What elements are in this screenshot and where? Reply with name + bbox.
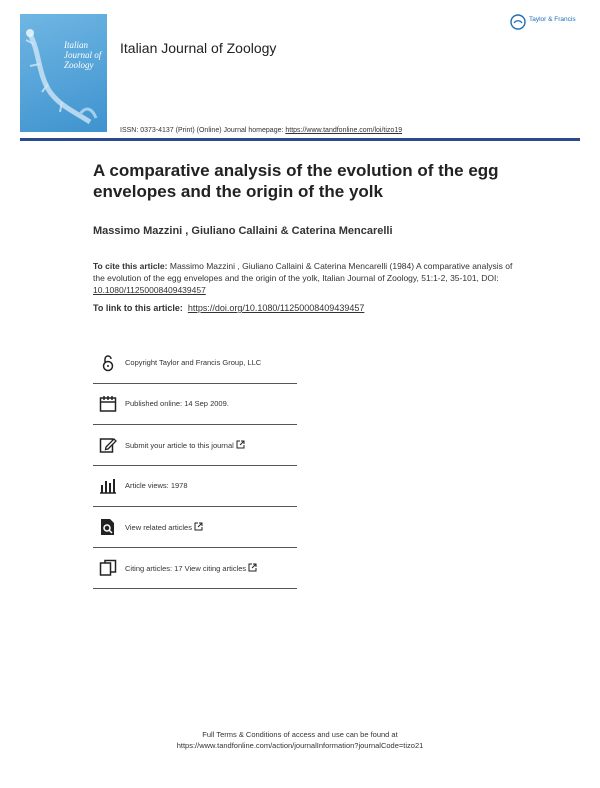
- lizard-illustration: [20, 14, 107, 132]
- publisher-logo-icon: [510, 14, 526, 30]
- info-label-text: View related articles: [125, 523, 192, 532]
- info-label-text: Submit your article to this journal: [125, 441, 234, 450]
- info-label-text: Citing articles: 17 View citing articles: [125, 564, 247, 573]
- article-link-line: [93, 303, 364, 313]
- info-row-citing[interactable]: [93, 547, 297, 589]
- doi-link[interactable]: 10.1080/11250008409439457: [93, 285, 206, 295]
- external-link-icon: [236, 440, 245, 449]
- citation-block: [93, 260, 523, 296]
- copyright-icon: [99, 354, 117, 372]
- footer: [100, 729, 500, 751]
- info-row-submit[interactable]: [93, 424, 297, 466]
- info-label: Article views: 1978: [125, 481, 188, 490]
- cover-title-line: Journal of: [64, 50, 102, 60]
- copy-icon: [99, 559, 117, 577]
- citation-label: To cite this article:: [93, 261, 168, 271]
- journal-homepage-link[interactable]: https://www.tandfonline.com/loi/tizo19: [285, 127, 403, 134]
- info-label: Published online: 14 Sep 2009.: [125, 399, 229, 408]
- external-link-icon: [248, 563, 257, 572]
- issn-line: [120, 127, 402, 134]
- bar-chart-icon: [99, 477, 117, 495]
- external-link-icon: [194, 522, 203, 531]
- journal-cover-image: [20, 14, 107, 132]
- info-row-views: [93, 465, 297, 507]
- header-divider: [20, 138, 580, 141]
- info-row-published: [93, 383, 297, 425]
- article-doi-url[interactable]: https://doi.org/10.1080/11250008409439457: [187, 303, 365, 313]
- issn-text: ISSN: 0373-4137 (Print) (Online) Journal homepage:: [120, 127, 284, 134]
- calendar-icon: [99, 395, 117, 413]
- cover-title-line: Zoology: [64, 60, 94, 70]
- journal-title: Italian Journal of Zoology: [120, 40, 277, 56]
- info-label-citing[interactable]: [125, 563, 257, 573]
- publisher-name: Taylor & Francis: [529, 16, 576, 23]
- article-title: A comparative analysis of the evolution of the egg envelopes and the origin of the yolk: [93, 161, 499, 201]
- info-label-submit[interactable]: [125, 440, 245, 450]
- info-row-related[interactable]: [93, 506, 297, 548]
- publisher-logo[interactable]: [510, 14, 585, 36]
- info-label-related[interactable]: [125, 522, 203, 532]
- info-label: Copyright Taylor and Francis Group, LLC: [125, 358, 262, 367]
- footer-terms: Full Terms & Conditions of access and use can be found at: [202, 730, 398, 739]
- cover-title: [64, 40, 106, 70]
- cover-title-line: Italian: [64, 40, 88, 50]
- citation-text: Massimo Mazzini , Giuliano Callaini & Caterina Mencarelli (1984) A comparative analysis of the evolution of the egg envelopes and the origin of the yolk, Italian Journal of Zoology, 51:1-2, 35-101, DOI:: [93, 261, 513, 283]
- link-label: To link to this article:: [93, 303, 183, 313]
- article-authors: Massimo Mazzini , Giuliano Callaini & Caterina Mencarelli: [93, 225, 393, 237]
- footer-url[interactable]: https://www.tandfonline.com/action/journalInformation?journalCode=tizo21: [176, 741, 424, 750]
- search-document-icon: [99, 518, 117, 536]
- info-row-copyright: [93, 342, 297, 384]
- edit-icon: [99, 436, 117, 454]
